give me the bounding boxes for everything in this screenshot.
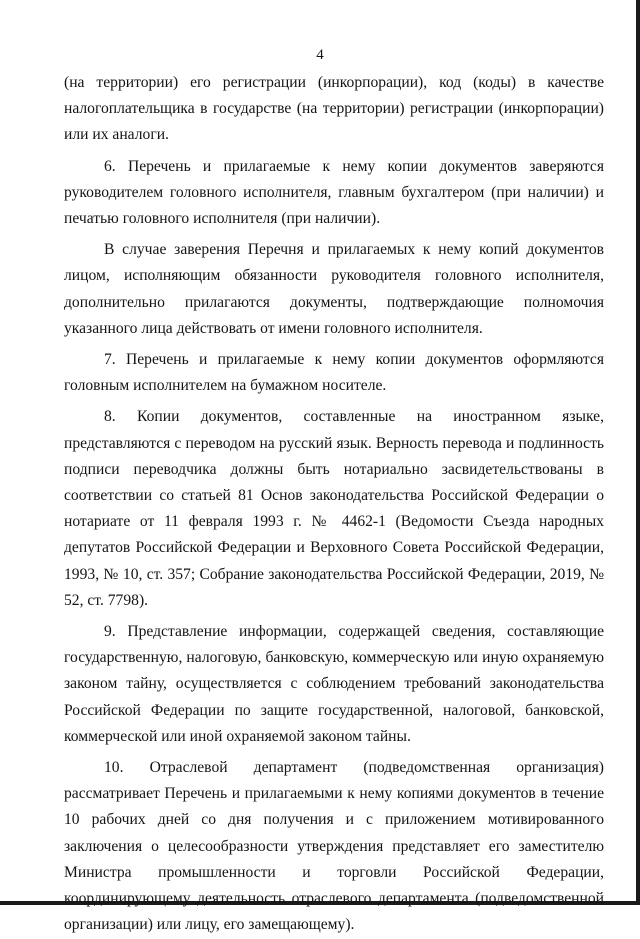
paragraph-item-10: 10. Отраслевой департамент (подведомственная организация) рассматривает Перечень и прилагаемыми к нему копиями документов в течение 10 рабочих дней со дня получения и с приложением мотивированного заключения о целесообразности утверждения представляет его заместителю Министра промышленности и торговли Российской Федерации, координирующему деятельность отраслевого департамента (подведомственной организации) или лицу, его замещающему).: [64, 759, 604, 934]
paragraph-continuation: (на территории) его регистрации (инкорпорации), код (коды) в качестве налогоплательщика в государстве (на территории) регистрации (инкорпорации) или их аналоги.: [64, 74, 604, 144]
paragraph-item-7: 7. Перечень и прилагаемые к нему копии документов оформляются головным исполнителем на бумажном носителе.: [64, 351, 604, 395]
document-body: [64, 70, 604, 939]
paragraph-item-8: 8. Копии документов, составленные на иностранном языке, представляются с переводом на русский язык. Верность перевода и подлинность подписи переводчика должны быть нотариально засвидетельствованы в соответствии со статьей 81 Основ законодательства Российской Федерации о нотариате от 11 февраля 1993 г. № 4462-1 (Ведомости Съезда народных депутатов Российской Федерации и Верховного Совета Российской Федерации, 1993, № 10, ст. 357; Собрание законодательства Российской Федерации, 2019, № 52, ст. 7798).: [64, 408, 604, 609]
page-number: 4: [316, 47, 324, 63]
paragraph-item-6: 6. Перечень и прилагаемые к нему копии документов заверяются руководителем головного исполнителя, главным бухгалтером (при наличии) и печатью головного исполнителя (при наличии).: [64, 157, 604, 228]
paragraph-item-6-addendum: В случае заверения Перечня и прилагаемых к нему копий документов лицом, исполняющим обязанности руководителя головного исполнителя, дополнительно прилагаются документы, подтверждающие полномочия указанного лица действовать от имени головного исполнителя.: [64, 241, 604, 337]
paragraph-item-9: 9. Представление информации, содержащей сведения, составляющие государственную, налоговую, банковскую, коммерческую или иную охраняемую законом тайну, осуществляется с соблюдением требований законодательства Российской Федерации по защите государственной, налоговой, банковской, коммерческой или иной охраняемой законом тайны.: [64, 623, 604, 745]
